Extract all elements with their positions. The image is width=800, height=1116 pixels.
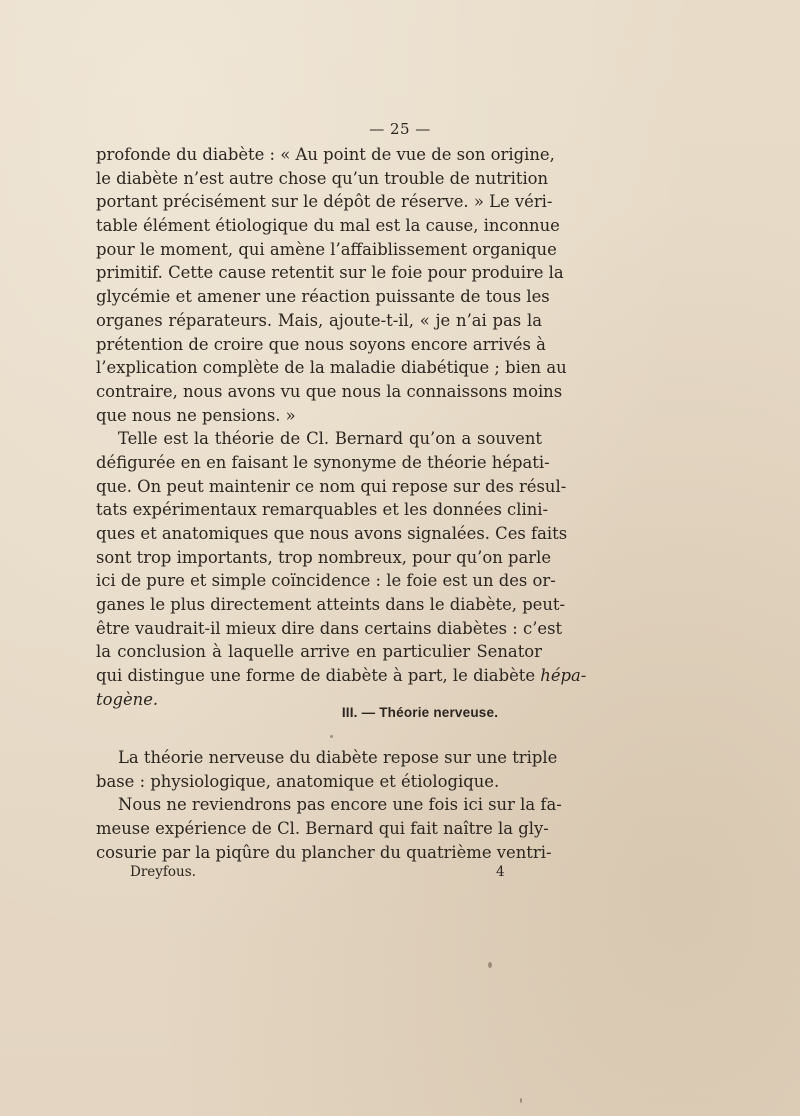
- body-text-block-1: [96, 143, 587, 712]
- text-line: La théorie nerveuse du diabète repose sur une triple: [118, 748, 558, 767]
- text-line: la conclusion à laquelle arrive en particulier Senator: [96, 642, 542, 662]
- text-line: ganes le plus directement atteints dans le diabète, peut-: [96, 595, 566, 615]
- text-line: base : physiologique, anatomique et étiologique.: [96, 771, 500, 791]
- text-line: que. On peut maintenir ce nom qui repose sur des résul-: [96, 476, 567, 496]
- paper-speck: [330, 735, 333, 738]
- sheet-number: 4: [496, 864, 505, 880]
- text-line: pour le moment, qui amène l’affaiblissement organique: [96, 239, 557, 259]
- text-line: ici de pure et simple coïncidence : le foie est un des or-: [96, 571, 556, 591]
- text-line: qui distingue une forme de diabète à part, le diabète hépa-: [96, 666, 587, 686]
- text-line: être vaudrait-il mieux dire dans certains diabètes : c’est: [96, 618, 563, 638]
- text-line: ques et anatomiques que nous avons signalées. Ces faits: [96, 524, 568, 543]
- paper-speck: [488, 962, 492, 968]
- text-line: profonde du diabète : « Au point de vue de son origine,: [96, 145, 555, 164]
- text-line: Nous ne reviendrons pas encore une fois ici sur la fa-: [118, 795, 562, 815]
- text-line: défigurée en en faisant le synonyme de théorie hépati-: [96, 452, 550, 472]
- text-line: portant précisément sur le dépôt de réserve. » Le véri-: [96, 192, 553, 212]
- text-line: togène.: [96, 689, 159, 709]
- text-line: que nous ne pensions. »: [96, 405, 296, 425]
- text-line: tats expérimentaux remarquables et les données clini-: [96, 500, 549, 520]
- signature-mark: Dreyfous.: [130, 864, 196, 880]
- text-line: contraire, nous avons vu que nous la connaissons moins: [96, 381, 563, 401]
- text-line: cosurie par la piqûre du plancher du quatrième ventri-: [96, 842, 552, 862]
- text-line: primitif. Cette cause retentit sur le foie pour produire la: [96, 263, 564, 283]
- text-line: table élément étiologique du mal est la cause, inconnue: [96, 216, 560, 236]
- text-line: Telle est la théorie de Cl. Bernard qu’on a souvent: [118, 429, 542, 449]
- text-line: l’explication complète de la maladie diabétique ; bien au: [96, 358, 567, 378]
- text-line: glycémie et amener une réaction puissante de tous les: [96, 287, 550, 307]
- paper-speck: [520, 1098, 522, 1103]
- text-line: sont trop importants, trop nombreux, pour qu’on parle: [96, 547, 552, 567]
- text-line: organes réparateurs. Mais, ajoute-t-il, « je n’ai pas la: [96, 310, 542, 330]
- page-number: — 25 —: [369, 120, 431, 138]
- text-line: le diabète n’est autre chose qu’un trouble de nutrition: [96, 168, 549, 188]
- section-heading: III. — Théorie nerveuse.: [341, 705, 499, 720]
- body-text-block-2: [96, 746, 562, 864]
- text-line: prétention de croire que nous soyons encore arrivés à: [96, 334, 546, 354]
- italic-term: hépa-: [540, 666, 587, 686]
- text-line: meuse expérience de Cl. Bernard qui fait naître la gly-: [96, 819, 549, 839]
